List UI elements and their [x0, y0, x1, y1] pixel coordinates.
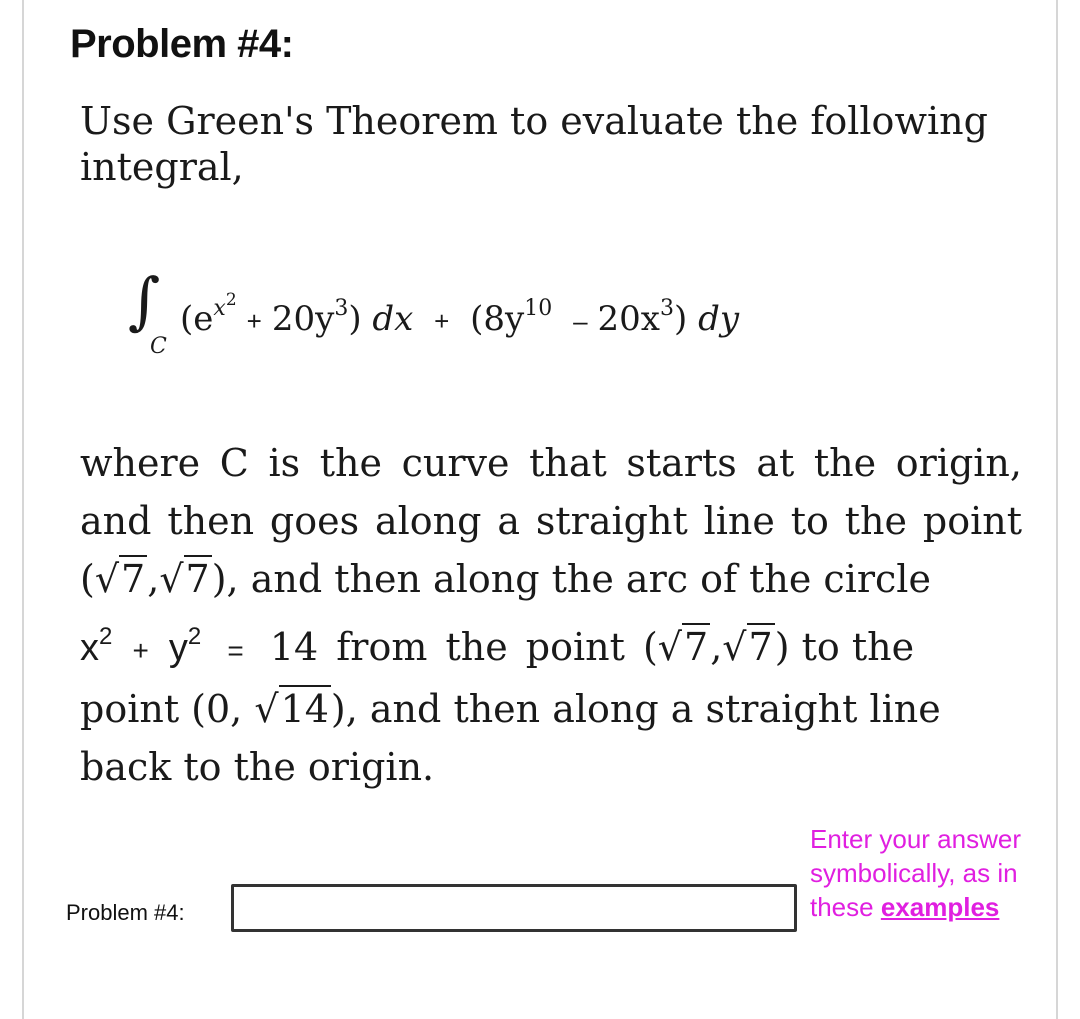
integral-sign: ∫: [128, 264, 161, 337]
body-line-6: back to the origin.: [80, 745, 435, 789]
answer-label: Problem #4:: [66, 900, 185, 925]
sqrt-7-d: √7: [722, 625, 773, 669]
problem-body: [80, 434, 1022, 796]
sqrt-7-c: √7: [657, 625, 709, 669]
sqrt-7-b: √7: [159, 557, 210, 601]
body-line-2: and then goes along a straight line to the point: [80, 499, 1022, 543]
problem-title: Problem #4:: [70, 22, 294, 66]
integrand: $(e^{x^2}+ 20y^3)$ dx + $(8y^{10} - 20x^3)$ dy: [180, 290, 740, 339]
body-line-1: where C is the curve that starts at the origin,: [80, 441, 1022, 485]
integral-expression: [128, 262, 978, 372]
hint-text: Enter your answer symbolically, as in these: [810, 824, 1021, 922]
sqrt-14: √14: [254, 687, 329, 731]
answer-hint: [810, 822, 1030, 924]
examples-link[interactable]: examples: [880, 892, 1000, 922]
problem-intro: Use Green's Theorem to evaluate the following integral,: [80, 99, 988, 189]
answer-input[interactable]: [231, 884, 797, 932]
body-line-5: point (0, √14), and then along a straight line: [80, 680, 1022, 738]
integral-subscript: C: [150, 334, 167, 359]
body-line-3: (√7,√7), and then along the arc of the circle: [80, 550, 1022, 608]
sqrt-7-a: √7: [94, 557, 146, 601]
body-line-4: $x^2 + y^2 = 14$ from the point (√7,√7) to the: [80, 608, 1022, 680]
